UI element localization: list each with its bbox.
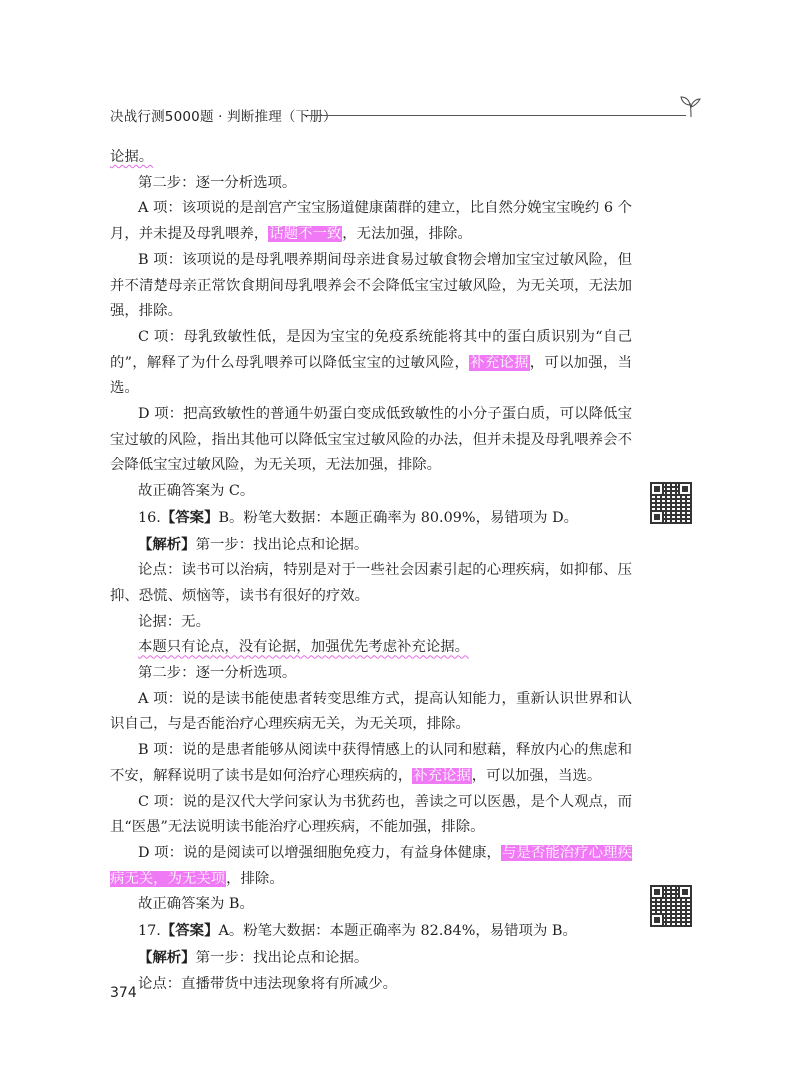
sprout-icon	[678, 93, 704, 119]
wavy-underline-note: 本题只有论点，没有论据，加强优先考虑补充论据。	[138, 639, 469, 656]
analysis-line: 【解析】第一步：找出论点和论据。	[138, 948, 369, 966]
header-rule	[306, 115, 686, 116]
paragraph: D 项：把高致敏性的普通牛奶蛋白变成低致敏性的小分子蛋白质，可以降低宝宝过敏的风险，指出其他可以降低宝宝过敏风险的办法，但并未提及母乳喂养会不会降低宝宝过敏风险，为无关项，无法加强，排除。	[110, 406, 632, 474]
paragraph: 论点：直播带货中违法现象将有所减少。	[138, 975, 398, 992]
paragraph: 故正确答案为 B。	[138, 896, 254, 913]
answer-line: 16.【答案】B。粉笔大数据：本题正确率为 80.09%，易错项为 D。	[138, 508, 579, 526]
answer-line: 17.【答案】A。粉笔大数据：本题正确率为 82.84%，易错项为 B。	[138, 922, 577, 940]
paragraph: C 项：母乳致敏性低，是因为宝宝的免疫系统能将其中的蛋白质识别为“自己的”，解释了为什么母乳喂养可以降低宝宝的过敏风险，补充论据，可以加强，当选。	[110, 328, 632, 397]
paragraph	[110, 635, 632, 661]
highlight: 补充论据	[413, 767, 471, 784]
paragraph: 论据。	[110, 149, 154, 165]
paragraph: 第二步：逐一分析选项。	[138, 665, 297, 682]
paragraph: 第二步：逐一分析选项。	[138, 174, 297, 191]
highlight: 与是否能治疗心理疾病无关，为无关项	[110, 844, 632, 887]
paragraph: A 项：该项说的是剖宫产宝宝肠道健康菌群的建立，比自然分娩宝宝晚约 6 个月，并未提及母乳喂养，话题不一致，无法加强，排除。	[110, 200, 632, 243]
paragraph: B 项：该项说的是母乳喂养期间母亲进食易过敏食物会增加宝宝过敏风险，但并不清楚母亲正常饮食期间母乳喂养会不会降低宝宝过敏风险，为无关项，无法加强，排除。	[110, 251, 632, 320]
analysis-line: 【解析】第一步：找出论点和论据。	[138, 535, 369, 553]
highlight: 补充论据	[470, 354, 529, 371]
qr-code-icon[interactable]	[650, 885, 692, 927]
paragraph: D 项：说的是阅读可以增强细胞免疫力，有益身体健康，与是否能治疗心理疾病无关，为无关项，排除。	[110, 844, 632, 887]
page-number: 374	[110, 985, 137, 1001]
book-title: 决战行测5000题 · 判断推理（下册）	[110, 109, 337, 125]
paragraph: 论点：读书可以治病，特别是对于一些社会因素引起的心理疾病，如抑郁、压抑、恐慌、烦恼等，读书有很好的疗效。	[110, 562, 632, 604]
qr-code-icon[interactable]	[650, 482, 692, 524]
paragraph: 故正确答案为 C。	[138, 483, 255, 500]
paragraph: 论据：无。	[138, 613, 210, 630]
running-header	[110, 105, 700, 131]
paragraph: A 项：说的是读书能使患者转变思维方式，提高认知能力，重新认识世界和认识自己，与是否能治疗心理疾病无关，为无关项，排除。	[110, 690, 632, 733]
highlight: 话题不一致	[269, 226, 342, 243]
paragraph: B 项：说的是患者能够从阅读中获得情感上的认同和慰藉，释放内心的焦虑和不安，解释说明了读书是如何治疗心理疾病的，补充论据，可以加强，当选。	[110, 742, 632, 784]
paragraph: C 项：说的是汉代大学问家认为书犹药也，善读之可以医愚，是个人观点，而且“医愚”无法说明读书能治疗心理疾病，不能加强，排除。	[110, 793, 632, 836]
page-body	[110, 145, 632, 997]
